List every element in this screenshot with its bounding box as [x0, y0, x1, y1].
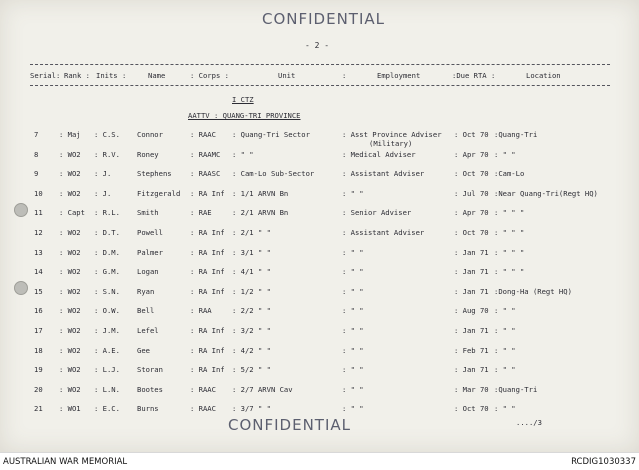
header-rule-top — [30, 64, 610, 65]
row-inits: : C.S. — [94, 130, 120, 139]
row-corps: : RA Inf — [190, 188, 225, 198]
row-serial: 20 — [34, 384, 43, 394]
row-corps: : RA Inf — [190, 228, 225, 237]
row-employment: : " " — [342, 365, 364, 375]
row-name: Gee — [137, 345, 150, 355]
row-name: Stephens — [137, 169, 172, 179]
row-unit: : 5/2 " " — [232, 365, 271, 375]
row-due-rta: : Apr 70 — [454, 149, 489, 159]
row-due-rta: : Jul 70 — [454, 188, 489, 198]
row-employment: : " " — [342, 306, 364, 316]
header-serial: Serial: — [30, 71, 61, 80]
row-location: : " " — [494, 404, 516, 414]
row-name: Ryan — [137, 286, 155, 296]
row-location: : " " " — [494, 267, 525, 277]
row-due-rta: : Aug 70 — [454, 306, 489, 316]
row-corps: : RAA — [190, 306, 212, 316]
row-unit: : 2/7 ARVN Cav — [232, 384, 293, 394]
row-serial: 17 — [34, 326, 43, 335]
punch-hole — [14, 203, 28, 217]
row-corps: : RA Inf — [190, 345, 225, 355]
row-rank: : WO2 — [59, 326, 81, 335]
row-name: Storan — [137, 365, 163, 375]
row-serial: 15 — [34, 286, 43, 296]
row-location: :Near Quang-Tri(Regt HQ) — [494, 188, 598, 198]
row-corps: : RA Inf — [190, 267, 225, 277]
row-corps: : RAAC — [190, 130, 216, 139]
row-rank: : WO2 — [59, 345, 81, 355]
row-rank: : WO2 — [59, 149, 81, 159]
row-inits: : S.N. — [94, 286, 120, 296]
row-unit: : " " — [232, 149, 254, 159]
page-number: - 2 - — [305, 41, 330, 50]
row-inits: : R.V. — [94, 149, 120, 159]
row-name: Connor — [137, 130, 163, 139]
row-unit: : 3/7 " " — [232, 404, 271, 414]
header-rank: Rank : — [64, 71, 90, 80]
row-unit: : 4/2 " " — [232, 345, 271, 355]
row-location: : " " " — [494, 247, 525, 257]
header-corps: : Corps : — [190, 71, 229, 80]
row-employment: : " " — [342, 267, 364, 277]
row-due-rta: : Oct 70 — [454, 228, 489, 237]
row-corps: : RAE — [190, 208, 212, 218]
row-employment: : " " — [342, 384, 364, 394]
row-due-rta: : Jan 71 — [454, 326, 489, 335]
row-inits: : R.L. — [94, 208, 120, 218]
header-name: Name — [148, 71, 166, 80]
row-employment: : Assistant Adviser — [342, 228, 425, 237]
row-serial: 8 — [34, 149, 39, 159]
continuation-mark: ..../3 — [516, 418, 542, 427]
row-due-rta: : Jan 71 — [454, 365, 489, 375]
row-serial: 14 — [34, 267, 43, 277]
row-corps: : RAASC — [190, 169, 221, 179]
row-serial: 11 — [34, 208, 43, 218]
row-employment: : Medical Adviser — [342, 149, 416, 159]
row-name: Roney — [137, 149, 159, 159]
row-name: Bootes — [137, 384, 163, 394]
row-employment: : Assistant Adviser — [342, 169, 425, 179]
row-rank: : WO2 — [59, 169, 81, 179]
row-location: : " " — [494, 365, 516, 375]
row-due-rta: : Apr 70 — [454, 208, 489, 218]
row-inits: : E.C. — [94, 404, 120, 414]
confidential-stamp-top: CONFIDENTIAL — [262, 10, 386, 28]
row-serial: 9 — [34, 169, 39, 179]
row-employment: : " " — [342, 286, 364, 296]
row-location: :Quang-Tri — [494, 384, 538, 394]
row-unit: : 2/1 ARVN Bn — [232, 208, 289, 218]
row-inits: : J. — [94, 169, 112, 179]
row-name: Fitzgerald — [137, 188, 181, 198]
row-unit: : 1/2 " " — [232, 286, 271, 296]
row-due-rta: : Oct 70 — [454, 404, 489, 414]
row-corps: : RA Inf — [190, 286, 225, 296]
row-rank: : WO1 — [59, 404, 81, 414]
row-unit: : 3/2 " " — [232, 326, 271, 335]
row-due-rta: : Mar 70 — [454, 384, 489, 394]
row-serial: 12 — [34, 228, 43, 237]
header-rule-bottom — [30, 85, 610, 86]
row-employment: : " " — [342, 188, 364, 198]
header-employment-sep: : — [342, 71, 347, 80]
row-serial: 10 — [34, 188, 43, 198]
row-serial: 21 — [34, 404, 43, 414]
row-corps: : RA Inf — [190, 326, 225, 335]
row-rank: : WO2 — [59, 267, 81, 277]
row-name: Palmer — [137, 247, 163, 257]
row-location: : " " " — [494, 228, 525, 237]
row-inits: : D.T. — [94, 228, 120, 237]
row-rank: : WO2 — [59, 228, 81, 237]
row-serial: 19 — [34, 365, 43, 375]
row-serial: 16 — [34, 306, 43, 316]
row-due-rta: : Jan 71 — [454, 286, 489, 296]
row-due-rta: : Feb 71 — [454, 345, 489, 355]
row-location: : " " — [494, 306, 516, 316]
header-location: Location — [526, 71, 561, 80]
row-inits: : L.N. — [94, 384, 120, 394]
row-name: Powell — [137, 228, 163, 237]
row-unit: : 1/1 ARVN Bn — [232, 188, 289, 198]
row-name: Bell — [137, 306, 155, 316]
row-due-rta: : Oct 70 — [454, 130, 489, 139]
row-unit: : Quang-Tri Sector — [232, 130, 310, 139]
row-serial: 18 — [34, 345, 43, 355]
row-location: : " " — [494, 345, 516, 355]
row-location: :Dong-Ha (Regt HQ) — [494, 286, 572, 296]
row-due-rta: : Oct 70 — [454, 169, 489, 179]
footer-id: RCDIG1030337 — [571, 457, 636, 467]
row-name: Lefel — [137, 326, 159, 335]
row-unit: : Cam-Lo Sub-Sector — [232, 169, 315, 179]
row-inits: : J.M. — [94, 326, 120, 335]
header-employment: Employment — [377, 71, 421, 80]
row-employment: : " " — [342, 404, 364, 414]
header-unit: Unit — [278, 71, 296, 80]
row-inits: : D.M. — [94, 247, 120, 257]
row-name: Burns — [137, 404, 159, 414]
row-inits: : L.J. — [94, 365, 120, 375]
row-name: Smith — [137, 208, 159, 218]
row-employment: : Asst Province Adviser — [342, 130, 442, 139]
row-corps: : RA Inf — [190, 247, 225, 257]
row-location: :Quang-Tri — [494, 130, 538, 139]
row-corps: : RAAC — [190, 404, 216, 414]
row-unit: : 2/1 " " — [232, 228, 271, 237]
row-corps: : RA Inf — [190, 365, 225, 375]
header-due-rta: :Due RTA : — [452, 71, 496, 80]
row-inits: : G.M. — [94, 267, 120, 277]
row-rank: : Capt — [59, 208, 85, 218]
punch-hole — [14, 281, 28, 295]
row-rank: : WO2 — [59, 188, 81, 198]
row-employment: : " " — [342, 345, 364, 355]
footer-source: AUSTRALIAN WAR MEMORIAL — [3, 457, 128, 467]
row-employment: : Senior Adviser — [342, 208, 412, 218]
row-due-rta: : Jan 71 — [454, 267, 489, 277]
row-rank: : WO2 — [59, 247, 81, 257]
row-rank: : Maj — [59, 130, 81, 139]
row-rank: : WO2 — [59, 306, 81, 316]
header-inits: Inits : — [96, 71, 127, 80]
row-inits: : A.E. — [94, 345, 120, 355]
row-due-rta: : Jan 71 — [454, 247, 489, 257]
archive-footer — [0, 452, 639, 470]
row-location: :Cam-Lo — [494, 169, 525, 179]
row-inits: : O.W. — [94, 306, 120, 316]
row-serial: 7 — [34, 130, 39, 139]
row-inits: : J. — [94, 188, 112, 198]
section-title: I CTZ — [232, 95, 254, 104]
row-location: : " " — [494, 149, 516, 159]
row-unit: : 3/1 " " — [232, 247, 271, 257]
row-serial: 13 — [34, 247, 43, 257]
row-unit: : 2/2 " " — [232, 306, 271, 316]
row-name: Logan — [137, 267, 159, 277]
row-corps: : RAAMC — [190, 149, 221, 159]
row-location: : " " " — [494, 208, 525, 218]
section-subtitle: AATTV : QUANG-TRI PROVINCE — [188, 111, 301, 120]
row-employment: : " " — [342, 326, 364, 335]
row-location: : " " — [494, 326, 516, 335]
confidential-stamp-bottom: CONFIDENTIAL — [228, 416, 352, 434]
row-corps: : RAAC — [190, 384, 216, 394]
row-rank: : WO2 — [59, 286, 81, 296]
row-rank: : WO2 — [59, 384, 81, 394]
row-employment-line2: (Military) — [369, 139, 413, 148]
row-unit: : 4/1 " " — [232, 267, 271, 277]
row-employment: : " " — [342, 247, 364, 257]
row-rank: : WO2 — [59, 365, 81, 375]
